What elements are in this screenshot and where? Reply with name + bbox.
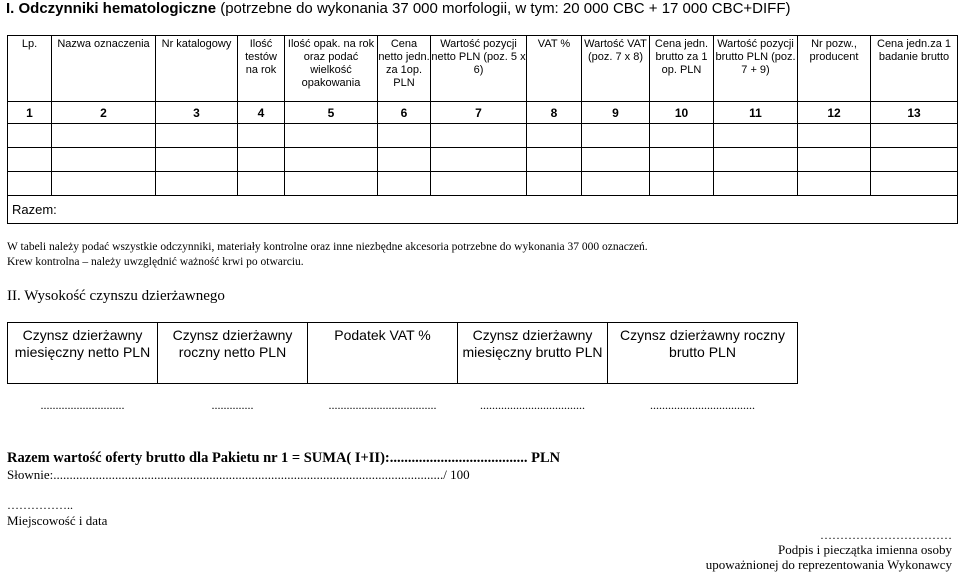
column-number: 2 (52, 102, 156, 124)
razem-label: Razem: (8, 196, 958, 224)
table-cell[interactable] (714, 148, 798, 172)
table-cell[interactable] (8, 148, 52, 172)
table-cell[interactable] (156, 124, 238, 148)
header-cell: Czynsz dzierżawny miesięczny brutto PLN (458, 323, 608, 384)
column-number: 6 (378, 102, 431, 124)
rent-header-row (8, 323, 798, 384)
table-cell[interactable] (871, 148, 958, 172)
header-cell: Czynsz dzierżawny miesięczny netto PLN (8, 323, 158, 384)
offer-total: Razem wartość oferty brutto dla Pakietu nr 1 = SUMA( I+II):...................................... PLN (7, 450, 561, 466)
column-number: 5 (285, 102, 378, 124)
column-number: 1 (8, 102, 52, 124)
table-cell[interactable] (650, 148, 714, 172)
column-number: 4 (238, 102, 285, 124)
table-cell[interactable] (378, 124, 431, 148)
table-cell[interactable] (527, 172, 582, 196)
place-date-label: Miejscowość i data (7, 513, 108, 528)
column-number: 11 (714, 102, 798, 124)
header-cell: Czynsz dzierżawny roczny brutto PLN (608, 323, 798, 384)
rent-value-field[interactable]: ................................... (608, 384, 798, 414)
reagents-header-row (8, 36, 958, 102)
column-number: 9 (582, 102, 650, 124)
rent-value-row[interactable] (8, 384, 798, 414)
table-cell[interactable] (52, 124, 156, 148)
table-cell[interactable] (8, 124, 52, 148)
reagents-table (7, 35, 958, 224)
table-note (7, 240, 648, 270)
section1-title-rest: (potrzebne do wykonania 37 000 morfologii, w tym: 20 000 CBC + 17 000 CBC+DIFF) (216, 0, 791, 17)
rent-value-field[interactable]: ............................ (8, 384, 158, 414)
table-cell[interactable] (582, 172, 650, 196)
header-cell: VAT % (527, 36, 582, 102)
table-cell[interactable] (650, 172, 714, 196)
header-cell: Wartość pozycji netto PLN (poz. 5 x 6) (431, 36, 527, 102)
table-cell[interactable] (798, 148, 871, 172)
column-number: 3 (156, 102, 238, 124)
table-cell[interactable] (52, 148, 156, 172)
table-row[interactable] (8, 172, 958, 196)
table-cell[interactable] (582, 124, 650, 148)
signature-field[interactable]: …………………………… (820, 528, 952, 542)
note-line-2: Krew kontrolna – należy uwzględnić ważność krwi po otwarciu. (7, 256, 304, 268)
table-cell[interactable] (285, 172, 378, 196)
table-cell[interactable] (431, 148, 527, 172)
table-cell[interactable] (156, 148, 238, 172)
table-row[interactable] (8, 124, 958, 148)
table-cell[interactable] (431, 124, 527, 148)
column-number: 7 (431, 102, 527, 124)
header-cell: Nr katalogowy (156, 36, 238, 102)
header-cell: Nazwa oznaczenia (52, 36, 156, 102)
table-cell[interactable] (871, 124, 958, 148)
header-cell: Podatek VAT % (308, 323, 458, 384)
razem-row (8, 196, 958, 224)
table-cell[interactable] (871, 172, 958, 196)
header-cell: Ilość opak. na rok oraz podać wielkość opakowania (285, 36, 378, 102)
rent-table (7, 322, 798, 413)
rent-value-field[interactable]: ................................... (458, 384, 608, 414)
table-cell[interactable] (527, 124, 582, 148)
table-cell[interactable] (285, 148, 378, 172)
header-cell: Cena netto jedn. za 1op. PLN (378, 36, 431, 102)
column-number: 12 (798, 102, 871, 124)
table-cell[interactable] (714, 124, 798, 148)
table-cell[interactable] (798, 124, 871, 148)
header-cell: Cena jedn. brutto za 1 op. PLN (650, 36, 714, 102)
table-cell[interactable] (431, 172, 527, 196)
section1-title (6, 0, 791, 17)
table-row[interactable] (8, 148, 958, 172)
table-cell[interactable] (714, 172, 798, 196)
place-date-field[interactable]: …………….. (7, 498, 73, 512)
table-cell[interactable] (8, 172, 52, 196)
table-cell[interactable] (238, 148, 285, 172)
rent-value-field[interactable]: .............. (158, 384, 308, 414)
table-cell[interactable] (378, 148, 431, 172)
header-cell: Czynsz dzierżawny roczny netto PLN (158, 323, 308, 384)
column-number: 10 (650, 102, 714, 124)
column-number: 13 (871, 102, 958, 124)
header-cell: Nr pozw., producent (798, 36, 871, 102)
header-cell: Wartość pozycji brutto PLN (poz. 7 + 9) (714, 36, 798, 102)
signature-label-line-1: Podpis i pieczątka imienna osoby (777, 542, 952, 557)
note-line-1: W tabeli należy podać wszystkie odczynniki, materiały kontrolne oraz inne niezbędne akcesoria potrzebne do wykonania 37 000 oznaczeń. (7, 241, 648, 253)
section2-title: II. Wysokość czynszu dzierżawnego (7, 288, 225, 304)
table-cell[interactable] (285, 124, 378, 148)
header-cell: Lp. (8, 36, 52, 102)
header-cell: Cena jedn.za 1 badanie brutto (871, 36, 958, 102)
offer-total-words: Słownie:......................................................................................................................../ 100 (7, 467, 470, 482)
table-cell[interactable] (52, 172, 156, 196)
table-cell[interactable] (238, 124, 285, 148)
signature-label-line-2: upoważnionej do reprezentowania Wykonawcy (705, 557, 952, 572)
table-cell[interactable] (527, 148, 582, 172)
table-cell[interactable] (798, 172, 871, 196)
section1-title-bold: I. Odczynniki hematologiczne (6, 0, 217, 17)
table-cell[interactable] (378, 172, 431, 196)
table-cell[interactable] (238, 172, 285, 196)
column-number: 8 (527, 102, 582, 124)
table-cell[interactable] (156, 172, 238, 196)
header-cell: Wartość VAT (poz. 7 x 8) (582, 36, 650, 102)
rent-value-field[interactable]: .................................... (308, 384, 458, 414)
header-cell: Ilość testów na rok (238, 36, 285, 102)
table-cell[interactable] (582, 148, 650, 172)
table-cell[interactable] (650, 124, 714, 148)
column-number-row (8, 102, 958, 124)
